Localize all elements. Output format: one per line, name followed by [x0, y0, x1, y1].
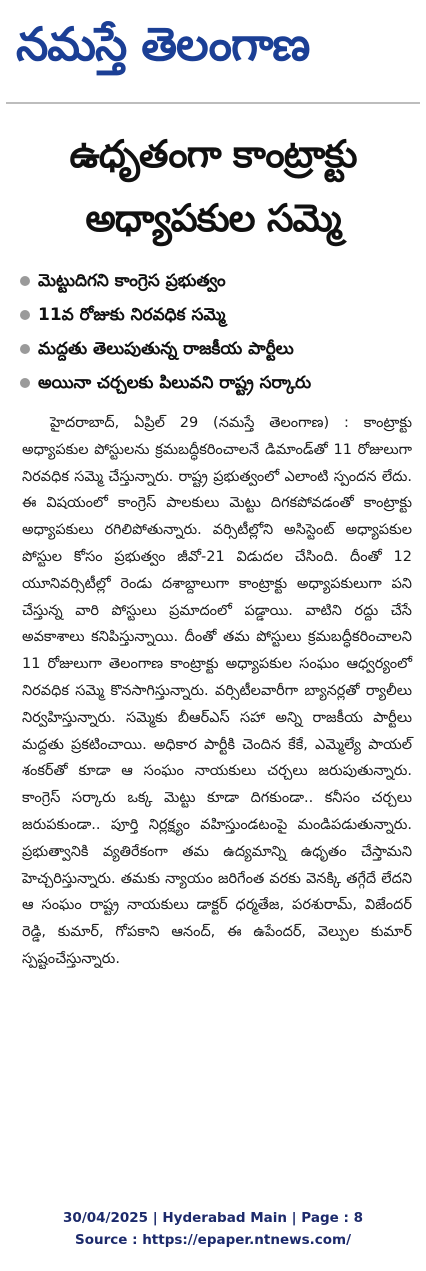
bullet-text: మెట్టుదిగని కాంగ్రెస ప్రభుత్వం	[38, 271, 226, 291]
newspaper-clipping	[6, 0, 420, 1190]
bullet-text: అయినా చర్చలకు పిలువని రాష్ట్ర సర్కారు	[38, 373, 312, 393]
bullet-text: మద్దతు తెలుపుతున్న రాజకీయ పార్టీలు	[38, 339, 294, 359]
headline-line-1: ఉధృతంగా కాంట్రాక్టు	[69, 132, 357, 176]
article-body: హైదరాబాద్, ఏప్రిల్ 29 (నమస్తే తెలంగాణ) : కాంట్రాక్టు అధ్యాపకుల పోస్టులను క్రమబద్ధీకరించాలనే డిమాండ్‌తో 11 రోజులుగా నిరవధిక సమ్మె చేస్తున్నారు. రాష్ట్ర ప్రభుత్వంలో ఎలాంటి స్పందన లేదు. ఈ విషయంలో కాంగ్రెస్ పాలకులు మెట్టు దిగకపోవడంతో కాంట్రాక్టు అధ్యాపకులు రగిలిపోతున్నారు. వర్సిటీల్లోని అసిస్టెంట్ అధ్యాపకుల పోస్టుల కోసం ప్రభుత్వం జీవో-21 విడుదల చేసింది. దీంతో 12 యూనివర్సిటీల్లో రెండు దశాబ్దాలుగా కాంట్రాక్టు అధ్యాపకులుగా పని చేస్తున్న వారి పోస్టులు ప్రమాదంలో పడ్డాయి. వాటిని రద్దు చేసే అవకాశాలు కనిపిస్తున్నాయి. దీంతో తమ పోస్టులు క్రమబద్ధీకరించాలని 11 రోజులుగా తెలంగాణ కాంట్రాక్టు అధ్యాపకుల సంఘం ఆధ్వర్యంలో నిరవధిక సమ్మె కొనసాగిస్తున్నారు. వర్సిటీలవారీగా బ్యానర్లతో ర్యాలీలు నిర్వహిస్తున్నారు. సమ్మెకు బీఆర్ఎస్ సహా అన్ని రాజకీయ పార్టీలు మద్దతు ప్రకటించాయి. అధికార పార్టీకి చెందిన కేకే, ఎమ్మెల్యే పాయల్ శంకర్‌తో కూడా ఆ సంఘం నాయకులు చర్చలు జరుపుతున్నారు. కాంగ్రెస్ సర్కారు ఒక్క మెట్టు కూడా దిగకుండా.. కనీసం చర్చలు జరుపకుండా.. పూర్తి నిర్లక్ష్యం వహిస్తుండటంపై మండిపడుతున్నారు. ప్రభుత్వానికి వ్యతిరేకంగా తమ ఉద్యమాన్ని ఉధృతం చేస్తామని హెచ్చరిస్తున్నారు. తమకు న్యాయం జరిగేంత వరకు వెనక్కి తగ్గేదే లేదని ఆ సంఘం రాష్ట్ర నాయకులు డాక్టర్ ధర్మతేజ, పరశురామ్, విజేందర్ రెడ్డి, కుమార్, గోపకాని ఆనంద్, ఈ ఉపేందర్, వెల్పుల కుమార్ స్పష్టంచేస్తున్నారు.	[22, 415, 412, 967]
bullet-list	[6, 264, 420, 400]
bullet-text: 11వ రోజుకు నిరవధిక సమ్మె	[38, 305, 226, 325]
bullet-item	[20, 264, 420, 298]
bullet-item	[20, 332, 420, 366]
bullet-dot-icon	[20, 378, 30, 388]
bullet-dot-icon	[20, 310, 30, 320]
bullet-dot-icon	[20, 344, 30, 354]
bullet-dot-icon	[20, 276, 30, 286]
bullet-item	[20, 366, 420, 400]
bullet-item	[20, 298, 420, 332]
footer-source-link[interactable]: Source : https://epaper.ntnews.com/	[74, 1232, 352, 1248]
masthead-title: నమస్తే తెలంగాణ	[16, 17, 310, 71]
footer-edition-info: 30/04/2025 | Hyderabad Main | Page : 8	[63, 1210, 363, 1226]
headline-line-2: అధ్యాపకుల సమ్మె	[85, 196, 341, 240]
masthead-divider	[6, 102, 420, 104]
